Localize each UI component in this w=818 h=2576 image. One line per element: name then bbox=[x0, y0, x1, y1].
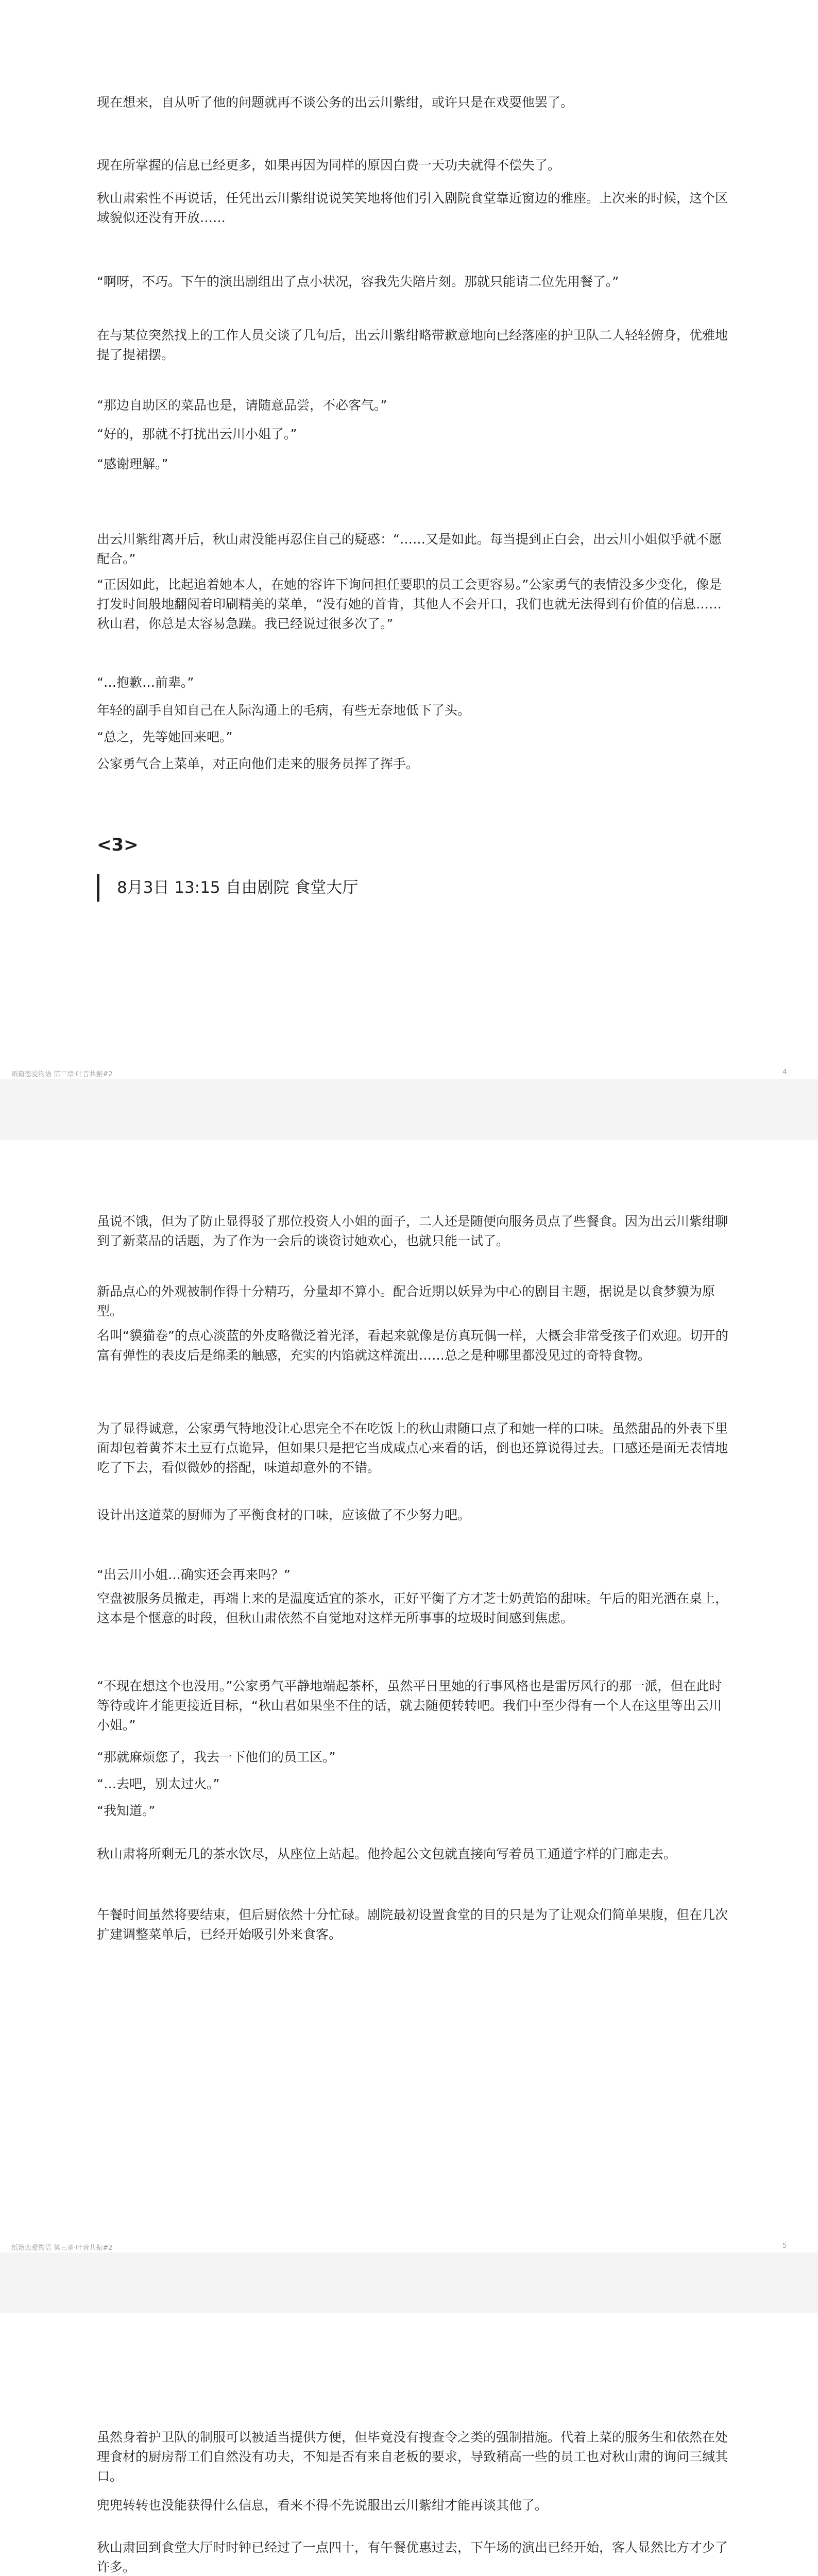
paragraph: “不现在想这个也没用。”公家勇气平静地端起茶杯，虽然平日里她的行事风格也是雷厉风行的那一派，但在此时等待或许才能更接近目标，“秋山君如果坐不住的话，就去随便转转吧。我们中至少得有一个人在这里等出云川小姐。” bbox=[97, 1679, 722, 1733]
paragraph: “…抱歉…前辈。” bbox=[97, 675, 194, 690]
paragraph: 空盘被服务员撤走，再端上来的是温度适宜的茶水，正好平衡了方才芝士奶黄馅的甜味。午后的阳光洒在桌上，这本是个惬意的时段，但秋山肃依然不自觉地对这样无所事事的垃圾时间感到焦虑。 bbox=[97, 1591, 728, 1625]
page bbox=[0, 2313, 818, 2576]
paragraph: “那就麻烦您了，我去一下他们的员工区。” bbox=[97, 1750, 336, 1765]
page bbox=[0, 1140, 818, 2252]
paragraph: 兜兜转转也没能获得什么信息，看来不得不先说服出云川紫绀才能再谈其他了。 bbox=[97, 2498, 548, 2513]
paragraph: “我知道。” bbox=[97, 1803, 156, 1818]
paragraph: “…去吧，别太过火。” bbox=[97, 1776, 220, 1791]
paragraph: 年轻的副手自知自己在人际沟通上的毛病，有些无奈地低下了头。 bbox=[97, 703, 471, 718]
paragraph: 现在想来，自从听了他的问题就再不谈公务的出云川紫绀，或许只是在戏耍他罢了。 bbox=[97, 95, 574, 110]
paragraph: 新品点心的外观被制作得十分精巧，分量却不算小。配合近期以妖异为中心的剧目主题，据说是以食梦貘为原型。 bbox=[97, 1284, 715, 1318]
paragraph: 设计出这道菜的厨师为了平衡食材的口味，应该做了不少努力吧。 bbox=[97, 1507, 471, 1522]
paragraph: “出云川小姐…确实还会再来吗？” bbox=[97, 1567, 291, 1582]
page bbox=[0, 0, 818, 1079]
page-separator bbox=[0, 2252, 818, 2313]
paragraph: “感谢理解。” bbox=[97, 456, 168, 471]
paragraph: 公家勇气合上菜单，对正向他们走来的服务员挥了挥手。 bbox=[97, 756, 419, 771]
paragraph: 出云川紫绀离开后，秋山肃没能再忍住自己的疑惑：“……又是如此。每当提到正白会，出云川小姐似乎就不愿配合。” bbox=[97, 532, 722, 566]
paragraph: 为了显得诚意，公家勇气特地没让心思完全不在吃饭上的秋山肃随口点了和她一样的口味。虽然甜品的外表下里面却包着黄芥末土豆有点诡异，但如果只是把它当成咸点心来看的话，倒也还算说得过去。口感还是面无表情地吃了下去，看似微妙的搭配，味道却意外的不错。 bbox=[97, 1421, 728, 1475]
section-heading: <3> bbox=[97, 835, 139, 855]
page-footer-title: 纸籍恋爱物语 第三章·叶音共振#2 bbox=[11, 2244, 113, 2252]
paragraph: 秋山肃回到食堂大厅时时钟已经过了一点四十，有午餐优惠过去，下午场的演出已经开始，客人显然比方才少了许多。 bbox=[97, 2540, 728, 2574]
section-subheading: 8月3日 13:15 自由剧院 食堂大厅 bbox=[97, 874, 358, 902]
paragraph: 虽说不饿，但为了防止显得驳了那位投资人小姐的面子，二人还是随便向服务员点了些餐食。因为出云川紫绀聊到了新菜品的话题，为了作为一会后的谈资讨她欢心，也就只能一试了。 bbox=[97, 1214, 728, 1248]
paragraph: 在与某位突然找上的工作人员交谈了几句后，出云川紫绀略带歉意地向已经落座的护卫队二人轻轻俯身，优雅地提了提裙摆。 bbox=[97, 328, 728, 362]
paragraph: 秋山肃索性不再说话，任凭出云川紫绀说说笑笑地将他们引入剧院食堂靠近窗边的雅座。上次来的时候，这个区域貌似还没有开放…… bbox=[97, 191, 728, 225]
paragraph: “正因如此，比起追着她本人，在她的容许下询问担任要职的员工会更容易。”公家勇气的表情没多少变化，像是打发时间般地翻阅着印刷精美的菜单，“没有她的首肯，其他人不会开口，我们也就无法得到有价值的信息……秋山君，你总是太容易急躁。我已经说过很多次了。” bbox=[97, 577, 722, 631]
page-number: 5 bbox=[782, 2242, 787, 2250]
paragraph: “好的，那就不打扰出云川小姐了。” bbox=[97, 427, 297, 442]
paragraph: 虽然身着护卫队的制服可以被适当提供方便，但毕竟没有搜查令之类的强制措施。代着上菜的服务生和依然在处理食材的厨房帮工们自然没有功夫，不知是否有来自老板的要求，导致稍高一些的员工也对秋山肃的询问三缄其口。 bbox=[97, 2430, 728, 2484]
paragraph: “那边自助区的菜品也是，请随意品尝，不必客气。” bbox=[97, 398, 387, 413]
paragraph: “啊呀，不巧。下午的演出剧组出了点小状况，容我先失陪片刻。那就只能请二位先用餐了。” bbox=[97, 274, 619, 289]
paragraph: 名叫“貘猫卷”的点心淡蓝的外皮略微泛着光泽，看起来就像是仿真玩偶一样，大概会非常受孩子们欢迎。切开的富有弹性的表皮后是绵柔的触感，充实的内馅就这样流出……总之是种哪里都没见过的奇特食物。 bbox=[97, 1328, 728, 1363]
page-separator bbox=[0, 1079, 818, 1140]
paragraph: 午餐时间虽然将要结束，但后厨依然十分忙碌。剧院最初设置食堂的目的只是为了让观众们简单果腹，但在几次扩建调整菜单后，已经开始吸引外来食客。 bbox=[97, 1907, 728, 1942]
page-footer-title: 纸籍恋爱物语 第三章·叶音共振#2 bbox=[11, 1071, 113, 1078]
page-number: 4 bbox=[782, 1069, 787, 1076]
paragraph: 秋山肃将所剩无几的茶水饮尽，从座位上站起。他拎起公文包就直接向写着员工通道字样的门廊走去。 bbox=[97, 1846, 677, 1861]
paragraph: “总之，先等她回来吧。” bbox=[97, 730, 233, 744]
paragraph: 现在所掌握的信息已经更多，如果再因为同样的原因白费一天功夫就得不偿失了。 bbox=[97, 158, 561, 173]
